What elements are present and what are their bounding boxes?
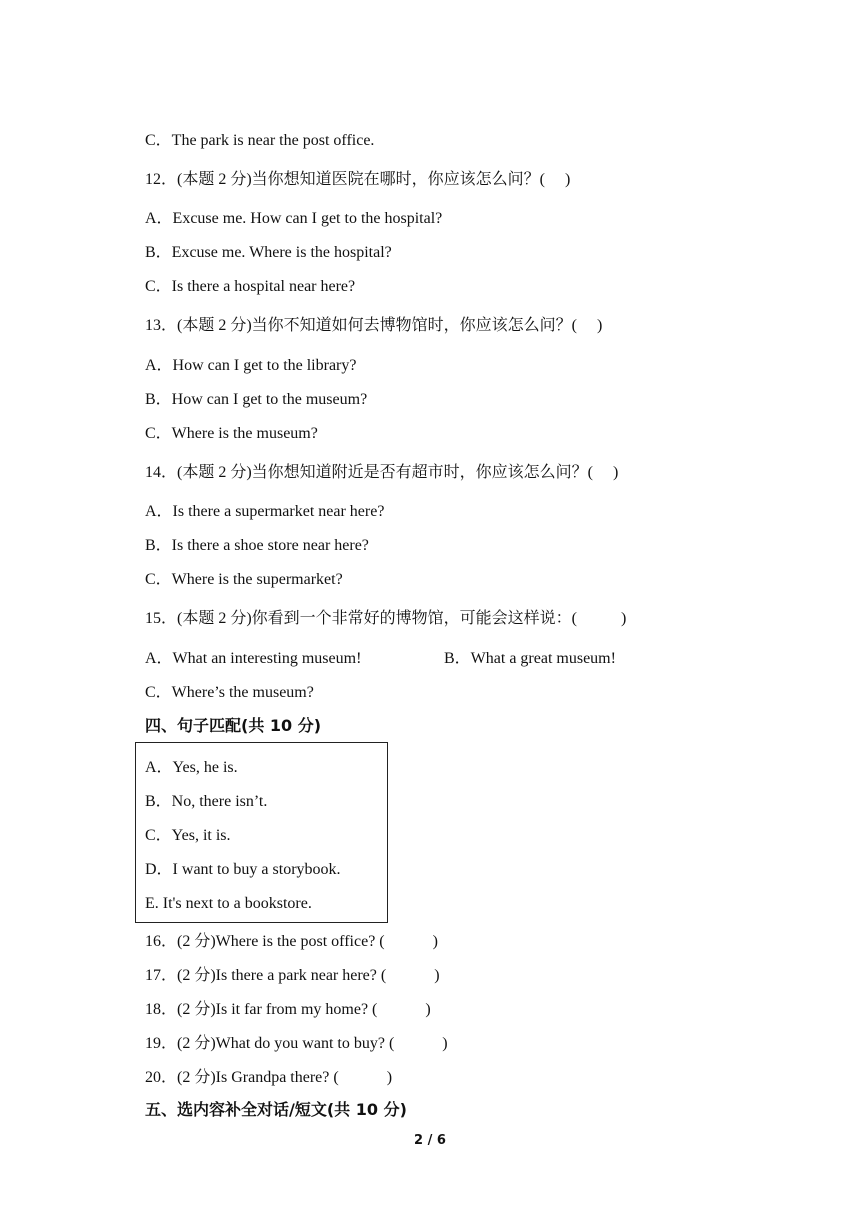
q14-option-c: C．Where is the supermarket? [145,571,343,588]
q14-option-a: A．Is there a supermarket near here? [145,503,385,520]
q18: 18．(2 分)Is it far from my home? ( ) [145,1001,431,1018]
q13-stem: 13．(本题 2 分)当你不知道如何去博物馆时，你应该怎么问？( ) [145,317,603,334]
q19: 19．(2 分)What do you want to buy? ( ) [145,1035,448,1052]
q15-option-c: C．Where’s the museum? [145,684,314,701]
q15-option-a: A．What an interesting museum! [145,650,362,667]
q14-option-b: B．Is there a shoe store near here? [145,537,369,554]
match-option-c: C．Yes, it is. [145,827,231,844]
match-option-e: E. It's next to a bookstore. [145,895,312,912]
q16: 16．(2 分)Where is the post office? ( ) [145,933,438,950]
q13-option-a: A．How can I get to the library? [145,357,357,374]
q12-option-a: A．Excuse me. How can I get to the hospital? [145,210,443,227]
q12-option-c: C．Is there a hospital near here? [145,278,356,295]
q15-stem: 15．(本题 2 分)你看到一个非常好的博物馆，可能会这样说：( ) [145,610,627,627]
q13-option-b: B．How can I get to the museum? [145,391,368,408]
section-5-title: 五、选内容补全对话/短文(共 10 分) [145,1100,407,1119]
match-option-d: D．I want to buy a storybook. [145,861,341,878]
q13-option-c: C．Where is the museum? [145,425,318,442]
q12-option-b: B．Excuse me. Where is the hospital? [145,244,392,261]
q14-stem: 14．(本题 2 分)当你想知道附近是否有超市时，你应该怎么问？( ) [145,464,619,481]
match-option-a: A．Yes, he is. [145,759,238,776]
q12-stem: 12．(本题 2 分)当你想知道医院在哪时，你应该怎么问？( ) [145,171,571,188]
q20: 20．(2 分)Is Grandpa there? ( ) [145,1069,393,1086]
q15-option-b: B．What a great museum! [444,650,616,667]
section-4-title: 四、句子匹配(共 10 分) [145,716,322,735]
match-option-b: B．No, there isn’t. [145,793,268,810]
option-c-prev: C．The park is near the post office. [145,132,375,149]
matching-options-box [135,742,388,923]
page-number: 2 / 6 [414,1133,446,1148]
q17: 17．(2 分)Is there a park near here? ( ) [145,967,440,984]
